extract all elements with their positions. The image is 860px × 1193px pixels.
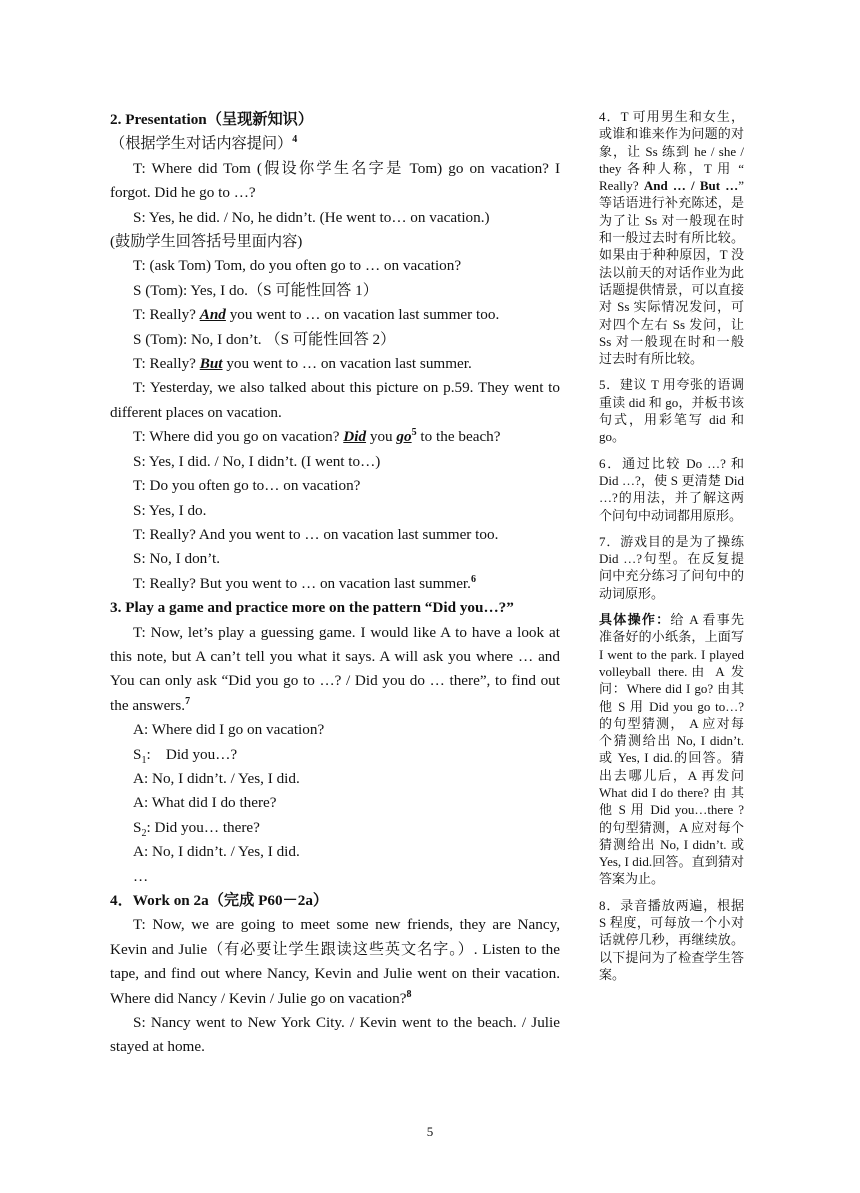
dialogue-line: T: Do you often go to… on vacation? xyxy=(133,477,361,495)
margin-note-8: 8．录音播放两遍，根据 S 程度，可每放一个小对话就停几秒，再继续放。以下提问为了检查学生答案。 xyxy=(599,897,744,982)
emphasis-and: And xyxy=(199,306,226,324)
dialogue-line: T: (ask Tom) Tom, do you often go to … on vacation? xyxy=(133,257,462,275)
dialogue-line: T: Where did Tom (假设你学生名字是 Tom) go on vacation? I forgot. Did he go to …? xyxy=(110,159,560,202)
margin-note-5: 5．建议 T 用夸张的语调重读 did 和 go，并板书该句式，用彩笔写 did 和 go。 xyxy=(599,377,744,445)
emphasis-go: go xyxy=(396,428,412,446)
dialogue-line: T: Yesterday, we also talked about this picture on p.59. They went to different places on vacation. xyxy=(110,379,560,421)
margin-notes xyxy=(599,108,744,992)
footnote-ref-5: 5 xyxy=(411,427,417,439)
dialogue-line: A: Where did I go on vacation? xyxy=(133,721,325,739)
section-2-note: （根据学生对话内容提问）$^4$ xyxy=(110,134,298,153)
ellipsis-line: … xyxy=(133,867,149,885)
section-3-heading: 3. Play a game and practice more on the pattern “Did you…?” xyxy=(110,599,514,617)
dialogue-line: $S_1$: Did you…? xyxy=(133,745,238,766)
dialogue-line: S: Yes, I do. xyxy=(133,501,207,519)
dialogue-line: S: Yes, he did. / No, he didn’t. (He went to… on vacation.) xyxy=(133,208,490,226)
dialogue-line: T: Really? And you went to … on vacation last summer too. xyxy=(133,306,500,324)
margin-note-4: 4．T 可用男生和女生，或谁和谁来作为问题的对象，让 Ss 练到 he / she / they 各种人称，T 用 “ Really? And … / But …” 等话语进行补充陈述，是为了让 Ss 对一般现在时和一般过去时有所比较。如果由于种种原因，T 没法以前天的对话作业为此话题提供情景，可以直接对 Ss 实际情况发问，可对四个左右 Ss 发问，让 Ss 对一般现在时和一般过去时有所比较。 xyxy=(599,109,744,367)
dialogue-line: T: Now, let’s play a guessing game. I would like A to have a look at this note, but A can’t tell you what it says. A will ask you where … and You can only ask “Did you go to …? / Did you do … there”, to find out the answers.$^7$ xyxy=(110,623,560,714)
note-line: (鼓励学生回答括号里面内容) xyxy=(110,233,303,251)
dialogue-line: T: Really? And you went to … on vacation last summer too. xyxy=(133,525,499,543)
dialogue-line: T: Now, we are going to meet some new friends, they are Nancy, Kevin and Julie（有必要让学生跟读这些英文名字。）. Listen to the tape, and find out where Nancy, Kevin and Julie went on their vacation. Where did Nancy / Kevin / Julie go on vacation?$^8$ xyxy=(110,916,560,1007)
main-column xyxy=(110,108,560,1060)
emphasis-did: Did xyxy=(343,428,367,446)
dialogue-line: S: Yes, I did. / No, I didn’t. (I went to…) xyxy=(133,452,381,470)
section-2-heading: 2. Presentation（呈现新知识） xyxy=(110,111,314,128)
dialogue-line: T: Where did you go on vacation? Did you $go^5$ to the beach? xyxy=(133,427,501,446)
dialogue-line: S (Tom): No, I don’t. （S 可能性回答 2） xyxy=(133,330,396,348)
dialogue-line: $S_2$: Did you… there? xyxy=(133,818,260,839)
footnote-ref-6: 6 xyxy=(470,573,476,585)
footnote-ref-8: 8 xyxy=(406,988,412,1000)
page-number: 5 xyxy=(426,1124,434,1139)
margin-note-7-detail: 具体操作：给 A 看事先准备好的小纸条，上面写 I went to the park. I played volleyball there.由 A 发问：Where did I go? 由其他 S 用 Did you go to…?的句型猜测， A 应对每个猜测给出 No, I didn’t. 或 Yes, I did.的回答。猜出去哪儿后，A 再发问 What did I do there? 由 其 他 S 用 Did you…there ?的句型猜测，A 应对每个猜测给出 No, I didn’t. 或 Yes, I did.回答。直到猜对答案为止。 xyxy=(599,612,744,887)
dialogue-line: A: No, I didn’t. / Yes, I did. xyxy=(133,769,300,787)
dialogue-line: S: Nancy went to New York City. / Kevin went to the beach. / Julie stayed at home. xyxy=(110,1014,560,1056)
margin-note-7: 7．游戏目的是为了操练 Did …?句型。在反复提问中充分练习了问句中的动词原形。 xyxy=(599,533,744,601)
dialogue-line: T: Really? But you went to … on vacation last summer.$^6$ xyxy=(133,573,476,592)
footnote-ref-4: 4 xyxy=(292,134,298,146)
emphasis-but: But xyxy=(199,355,223,373)
dialogue-line: S (Tom): Yes, I do.（S 可能性回答 1） xyxy=(133,281,378,299)
dialogue-line: A: What did I do there? xyxy=(133,794,277,812)
dialogue-line: T: Really? But you went to … on vacation last summer. xyxy=(133,355,472,373)
dialogue-line: S: No, I don’t. xyxy=(133,550,221,568)
margin-note-6: 6．通过比较 Do …? 和 Did …?，使 S 更清楚 Did …?的用法，并了解这两个问句中动词都用原形。 xyxy=(599,455,744,523)
section-4-heading: 4．Work on 2a（完成 P60－2a） xyxy=(110,892,329,909)
dialogue-line: A: No, I didn’t. / Yes, I did. xyxy=(133,843,300,861)
footnote-ref-7: 7 xyxy=(185,695,191,707)
